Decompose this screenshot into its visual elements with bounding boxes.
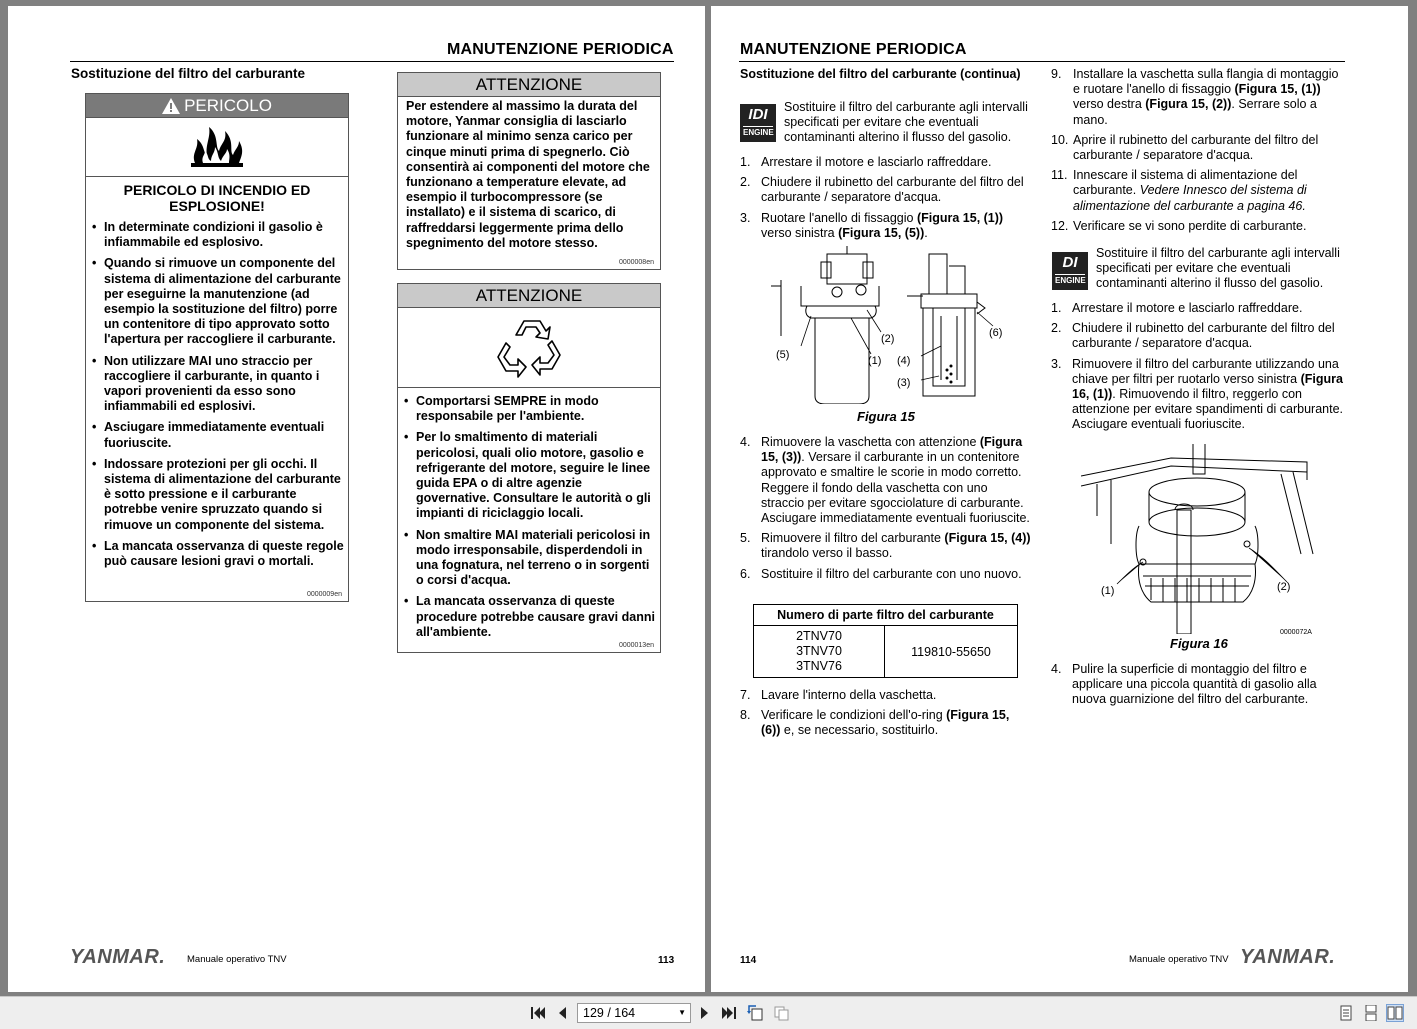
steps-list-c: [740, 688, 1032, 744]
last-page-icon: [721, 1006, 737, 1020]
idi-intro: Sostituire il filtro del carburante agli intervalli specificati per evitare che eventuali contaminanti alterino il flusso del gasolio.: [784, 100, 1028, 145]
warning-triangle-icon: [162, 98, 180, 114]
fig16-label-2: (2): [1277, 581, 1291, 593]
danger-box-head: PERICOLO: [86, 94, 348, 118]
fire-icon-area: [86, 118, 348, 177]
box-code: 0000013en: [618, 642, 654, 649]
list-item: • Asciugare immediatamente eventuali fuoriuscite.: [86, 420, 344, 450]
yanmar-logo: YANMAR.: [1240, 946, 1336, 968]
list-item: 2. Chiudere il rubinetto del carburante del filtro del carburante / separatore d'acqua.: [740, 175, 1024, 205]
list-item: 8. Verificare le condizioni dell'o-ring (Figura 15, (6)) e, se necessario, sostituirlo.: [740, 708, 1010, 738]
steps-list-f: [1051, 662, 1346, 713]
list-item: 1. Arrestare il motore e lasciarlo raffreddare.: [740, 155, 992, 169]
list-item: 7. Lavare l'interno della vaschetta.: [740, 688, 937, 702]
list-item: 9. Installare la vaschetta sulla flangia di montaggio e ruotare l'anello di fissaggio (Figura 15, (1)) verso destra (Figura 15, (2)). Serrare solo a mano.: [1051, 67, 1339, 127]
box-code: 0000008en: [618, 259, 654, 266]
first-page-button[interactable]: [529, 1004, 547, 1022]
figure-15-illustration: [771, 246, 1011, 404]
list-item: 12. Verificare se vi sono perdite di carburante.: [1051, 218, 1307, 233]
fig15-label-2: (2): [881, 333, 895, 345]
fig15-label-6: (6): [989, 327, 1003, 339]
chevron-down-icon[interactable]: ▼: [678, 1008, 686, 1017]
di-intro: Sostituire il filtro del carburante agli intervalli specificati per evitare che eventuali contaminanti alterino il flusso del gasolio.: [1096, 246, 1340, 291]
steps-list-a: [740, 155, 1032, 246]
list-item: • La mancata osservanza di queste procedure potrebbe causare gravi danni all'ambiente.: [398, 594, 656, 640]
page-number-field[interactable]: 129 / 164 ▼: [577, 1003, 691, 1023]
list-item: • Comportarsi SEMPRE in modo responsabile per l'ambiente.: [398, 394, 656, 424]
page-header: MANUTENZIONE PERIODICA: [740, 41, 967, 58]
next-view-button[interactable]: [773, 1004, 791, 1022]
steps-list-b: [740, 435, 1032, 587]
list-item: 1. Arrestare il motore e lasciarlo raffreddare.: [1051, 301, 1303, 315]
figure-15-caption: Figura 15: [857, 409, 915, 424]
list-item: 2. Chiudere il rubinetto del carburante del filtro del carburante / separatore d'acqua.: [1051, 321, 1335, 351]
list-item: • La mancata osservanza di queste regole può causare lesioni gravi o mortali.: [86, 539, 344, 569]
fig15-label-4: (4): [897, 355, 911, 367]
two-page-view-button[interactable]: [1386, 1004, 1404, 1022]
danger-title: PERICOLO DI INCENDIO ED ESPLOSIONE!: [123, 182, 311, 214]
viewer-toolbar: [0, 996, 1417, 1029]
list-item: • Non utilizzare MAI uno straccio per raccogliere il carburante, in quanto i vapori provenienti da esso sono infiammabili ed esplosivi.: [86, 354, 344, 415]
page-number: 114: [740, 955, 757, 966]
footer-manual-name: Manuale operativo TNV: [187, 954, 287, 965]
steps-list-e: [1051, 301, 1346, 438]
next-page-button[interactable]: [696, 1004, 714, 1022]
fig16-label-1: (1): [1101, 585, 1115, 597]
list-item: • Quando si rimuove un componente del sistema di alimentazione del carburante per eseguirne la manutenzione (ad esempio la sostituzione del filtro) porre un contenitore di tipo approvato sotto l'apertura per raccogliere il carburante.: [86, 256, 344, 347]
fire-icon: [185, 125, 249, 169]
section-title: Sostituzione del filtro del carburante: [71, 66, 306, 81]
list-item: • Per lo smaltimento di materiali pericolosi, quali olio motore, gasolio e refrigerante del motore, seguire le linee guida EPA o di altre agenzie governative. Consultare le autorità o gli impianti di riciclaggio locali.: [398, 430, 656, 521]
idi-engine-icon: IDI ENGINE: [740, 104, 776, 142]
two-page-icon: [1387, 1006, 1403, 1020]
parts-table-header: Numero di parte filtro del carburante: [754, 605, 1018, 626]
list-item: 4. Pulire la superficie di montaggio del filtro e applicare una piccola quantità di gasolio alla nuova guarnizione del filtro del carburante.: [1051, 662, 1317, 707]
box-code: 0000009en: [306, 591, 342, 598]
list-item: • Indossare protezioni per gli occhi. Il sistema di alimentazione del carburante è sotto pressione e il carburante potrebbe venire spruzzato quando si rimuove un componente del sistema.: [86, 457, 344, 533]
caution-text: Per estendere al massimo la durata del motore, Yanmar consiglia di lasciarlo funzionare al minimo senza carico per cinque minuti prima di spegnerlo. Ciò consentirà ai componenti del motore che funzionano a temperature elevate, ad esempio il turbocompressore (se installato) e il sistema di scarico, di raffreddarsi leggermente prima dello spegnimento del motore stesso.: [406, 99, 650, 250]
next-page-icon: [699, 1006, 711, 1020]
fig15-label-3: (3): [897, 377, 911, 389]
yanmar-logo: YANMAR.: [70, 946, 166, 968]
danger-list: [86, 220, 348, 569]
list-item: 3. Ruotare l'anello di fissaggio (Figura 15, (1)) verso sinistra (Figura 15, (5)).: [740, 210, 1004, 240]
parts-table: [753, 604, 1018, 678]
parts-table-part-number: 119810-55650: [885, 626, 1018, 678]
danger-box: [85, 93, 349, 602]
page-header: MANUTENZIONE PERIODICA: [447, 41, 674, 58]
caution-head: ATTENZIONE: [398, 73, 660, 97]
list-item: 5. Rimuovere il filtro del carburante (Figura 15, (4)) tirandolo verso il basso.: [740, 531, 1031, 561]
list-item: 10. Aprire il rubinetto del carburante del filtro del carburante / separatore d'acqua.: [1051, 132, 1319, 163]
page-114: [711, 6, 1408, 992]
single-page-view-button[interactable]: [1337, 1004, 1355, 1022]
steps-list-d: [1051, 67, 1346, 239]
previous-view-icon: [747, 1005, 765, 1021]
fig15-label-5: (5): [776, 349, 790, 361]
previous-view-button[interactable]: [747, 1004, 765, 1022]
caution-head: ATTENZIONE: [398, 284, 660, 308]
previous-page-icon: [556, 1006, 568, 1020]
last-page-button[interactable]: [720, 1004, 738, 1022]
parts-table-models: 2TNV70 3TNV70 3TNV76: [754, 626, 885, 678]
continuous-page-icon: [1364, 1005, 1378, 1021]
header-rule: [739, 61, 1345, 62]
list-item: • In determinate condizioni il gasolio è infiammabile ed esplosivo.: [86, 220, 344, 250]
first-page-icon: [530, 1006, 546, 1020]
caution-box-environment: [397, 283, 661, 653]
list-item: 3. Rimuovere il filtro del carburante utilizzando una chiave per filtri per ruotarlo verso sinistra (Figura 16, (1)). Rimuovendo il filtro, reggerlo con attenzione per evitare spandimenti di carburante. Asciugare eventuali fuoriuscite.: [1051, 356, 1343, 432]
footer-manual-name: Manuale operativo TNV: [1129, 954, 1229, 965]
caution-list: [398, 394, 660, 640]
recycle-icon-area: [398, 308, 660, 388]
continuous-view-button[interactable]: [1362, 1004, 1380, 1022]
caution-box-runtime: [397, 72, 661, 270]
list-item: 6. Sostituire il filtro del carburante con uno nuovo.: [740, 566, 1022, 581]
page-113: [8, 6, 705, 992]
previous-page-button[interactable]: [553, 1004, 571, 1022]
single-page-icon: [1339, 1005, 1353, 1021]
figure-16-caption: Figura 16: [1170, 636, 1228, 651]
list-item: 4. Rimuovere la vaschetta con attenzione (Figura 15, (3)). Versare il carburante in un contenitore approvato e smaltire le scorie in modo corretto. Reggere il fondo della vaschetta con uno straccio per evitare sgocciolature di carburante. Asciugare immediatamente eventuali fuoriuscite.: [740, 435, 1030, 526]
section-title: Sostituzione del filtro del carburante (continua): [740, 67, 1021, 81]
next-view-icon: [773, 1005, 791, 1021]
list-item: 11. Innescare il sistema di alimentazione del carburante. Vedere Innesco del sistema di alimentazione del carburante a pagina 46.: [1051, 168, 1307, 213]
fig15-label-1: (1): [868, 355, 882, 367]
list-item: • Non smaltire MAI materiali pericolosi in modo irresponsabile, disperdendoli in una fognatura, nel terreno o in sorgenti o corsi d'acqua.: [398, 528, 656, 589]
fig16-code: 0000072A: [1280, 629, 1312, 634]
header-rule: [70, 61, 674, 62]
recycle-icon: [494, 317, 564, 379]
di-engine-icon: DI ENGINE: [1052, 252, 1088, 290]
page-number: 113: [658, 955, 675, 966]
figure-16-illustration: [1081, 444, 1321, 634]
